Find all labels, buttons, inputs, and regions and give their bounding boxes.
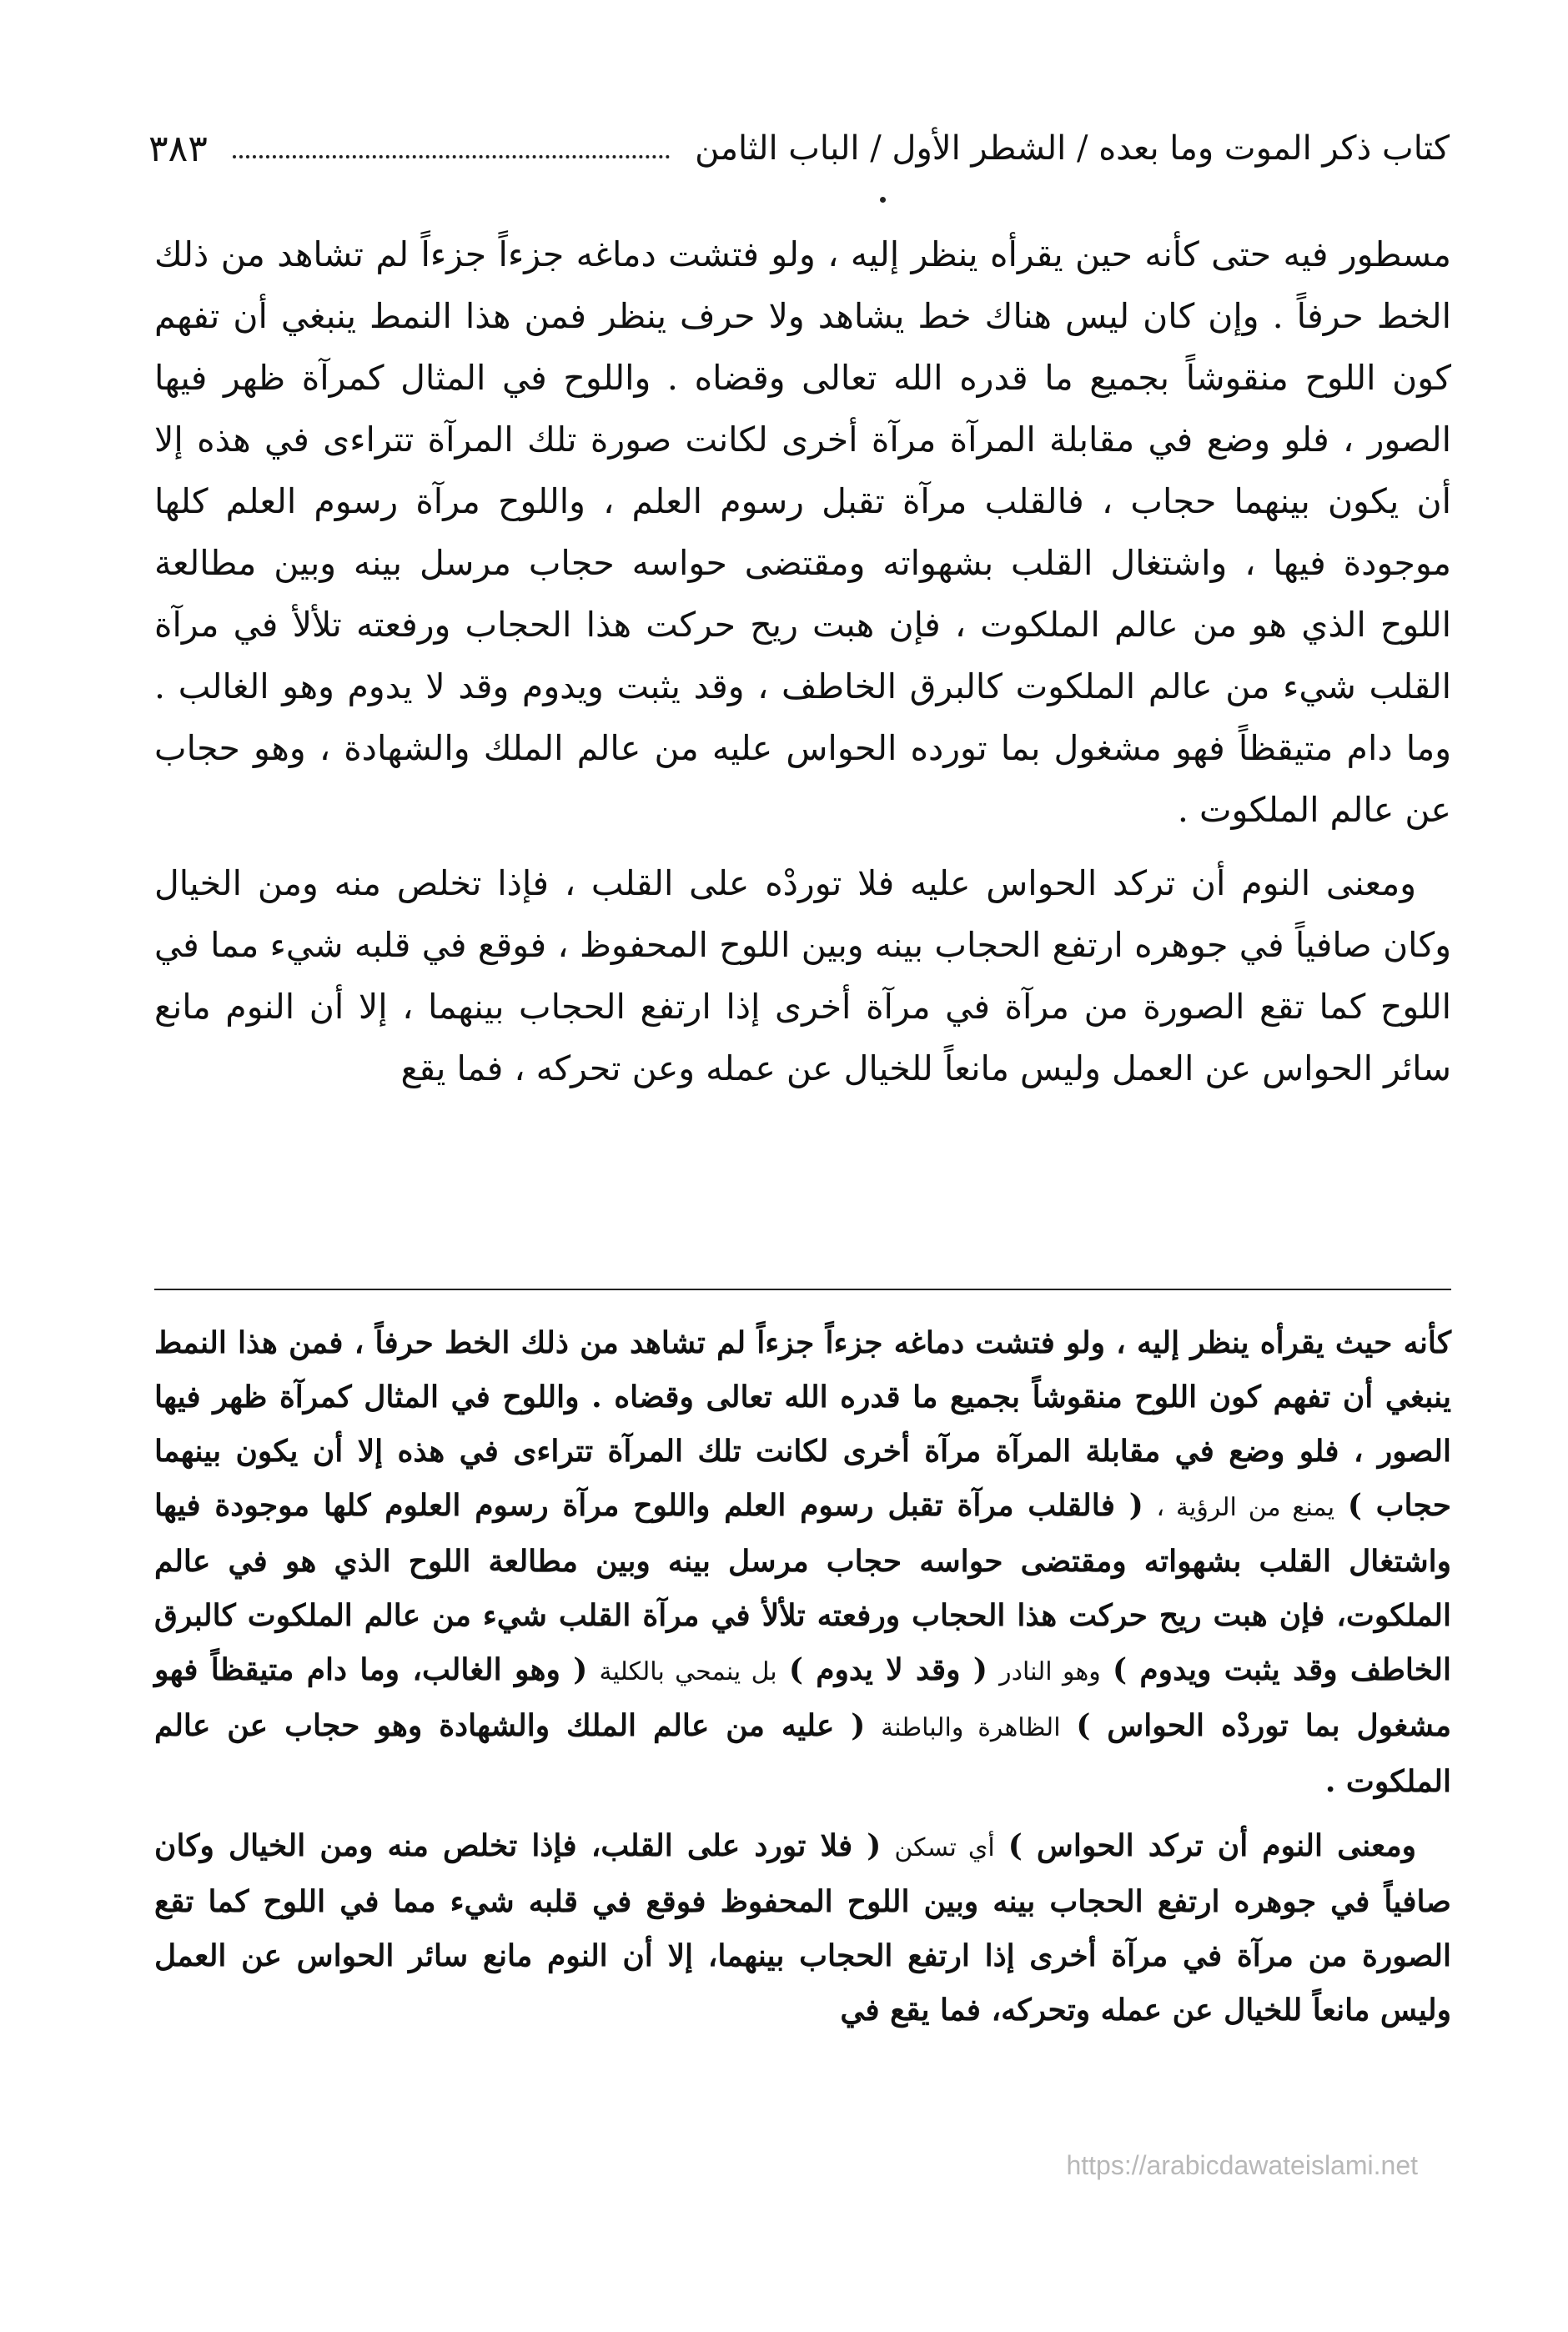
page-number: ٣٨٣ <box>148 127 208 170</box>
commentary-gloss: يمنع من الرؤية ، <box>1156 1493 1335 1522</box>
commentary-quote: ( عليه من عالم الملك والشهادة وهو حجاب عن عالم الملكوت . <box>154 1708 1451 1799</box>
header-dot-mark <box>880 197 886 203</box>
running-header <box>148 115 1450 182</box>
commentary-quote: ( فلا تورد على القلب، فإذا تخلص منه ومن الخيال وكان صافياً في جوهره ارتفع الحجاب بينه وبين اللوح المحفوظ فوقع في قلبه شيء مما في اللوح كما تقع الصورة من مرآة في مرآة أخرى إذا ارتفع الحجاب بينهما، إلا أن النوم مانع سائر الحواس عن العمل وليس مانعاً للخيال عن عمله وتحركه، فما يقع في <box>154 1828 1451 2028</box>
main-text <box>154 224 1451 1266</box>
commentary-paragraph-1 <box>154 1316 1451 1809</box>
commentary-gloss: وهو النادر <box>999 1657 1101 1686</box>
commentary-gloss: أي تسكن <box>894 1833 995 1862</box>
commentary-paragraph-2 <box>154 1819 1451 2038</box>
main-paragraph-2: ومعنى النوم أن تركد الحواس عليه فلا توردْه على القلب ، فإذا تخلص منه ومن الخيال وكان صافياً في جوهره ارتفع الحجاب بينه وبين اللوح المحفوظ ، فوقع في قلبه شيء مما في اللوح كما تقع الصورة من مرآة في مرآة أخرى إذا ارتفع الحجاب بينهما ، إلا أن النوم مانع سائر الحواس عن العمل وليس مانعاً للخيال عن عمله وعن تحركه ، فما يقع <box>154 863 1451 1088</box>
main-paragraph-1: مسطور فيه حتى كأنه حين يقرأه ينظر إليه ، ولو فتشت دماغه جزءاً جزءاً لم تشاهد من ذلك الخط حرفاً . وإن كان ليس هناك خط يشاهد ولا حرف ينظر فمن هذا النمط ينبغي أن تفهم كون اللوح منقوشاً بجميع ما قدره الله تعالى وقضاه . واللوح في المثال كمرآة ظهر فيها الصور ، فلو وضع في مقابلة المرآة مرآة أخرى لكانت صورة تلك المرآة تتراءى في هذه إلا أن يكون بينهما حجاب ، فالقلب مرآة تقبل رسوم العلم ، واللوح مرآة رسوم العلم كلها موجودة فيها ، واشتغال القلب بشهواته ومقتضى حواسه حجاب مرسل بينه وبين مطالعة اللوح الذي هو من عالم الملكوت ، فإن هبت ريح حركت هذا الحجاب ورفعته تلألأ في مرآة القلب شيء من عالم الملكوت كالبرق الخاطف ، وقد يثبت ويدوم وقد لا يدوم وهو الغالب . وما دام متيقظاً فهو مشغول بما تورده الحواس عليه من عالم الملك والشهادة ، وهو حجاب عن عالم الملكوت . <box>154 234 1451 830</box>
commentary-quote: ومعنى النوم أن تركد الحواس ) <box>1008 1828 1417 1863</box>
commentary-text <box>154 1316 1451 2038</box>
separator-rule <box>154 1289 1451 1290</box>
commentary-quote: ( وقد لا يدوم ) <box>788 1652 988 1687</box>
watermark-url: https://arabicdawateislami.net <box>1066 2150 1418 2180</box>
commentary-quote: ( فالقلب مرآة تقبل رسوم العلم واللوح مرآة رسوم العلوم كلها موجودة فيها واشتغال القلب بشهواته ومقتضى حواسه حجاب مرسل بينه وبين مطالعة اللوح الذي هو في عالم الملكوت، فإن هبت ريح حركت هذا الحجاب ورفعته تلألأ في مرآة القلب شيء من عالم الملكوت كالبرق الخاطف وقد يثبت ويدوم ) <box>154 1488 1452 1687</box>
header-title: كتاب ذكر الموت وما بعده / الشطر الأول / الباب الثامن <box>695 129 1450 168</box>
commentary-gloss: الظاهرة والباطنة <box>881 1713 1061 1742</box>
commentary-gloss: بل ينمحي بالكلية <box>599 1657 777 1686</box>
commentary-quote: كأنه حيث يقرأه ينظر إليه ، ولو فتشت دماغه جزءاً جزءاً لم تشاهد من ذلك الخط حرفاً ، فمن هذا النمط ينبغي أن تفهم كون اللوح منقوشاً بجميع ما قدره الله تعالى وقضاه . واللوح في المثال كمرآة ظهر فيها الصور ، فلو وضع في مقابلة المرآة مرآة أخرى لكانت تلك المرآة تتراءى في هذه إلا أن يكون بينهما حجاب ) <box>154 1325 1451 1523</box>
header-leader-dots <box>233 155 670 158</box>
commentary-quote: ( وهو الغالب، وما دام متيقظاً فهو مشغول بما توردْه الحواس ) <box>154 1652 1451 1743</box>
